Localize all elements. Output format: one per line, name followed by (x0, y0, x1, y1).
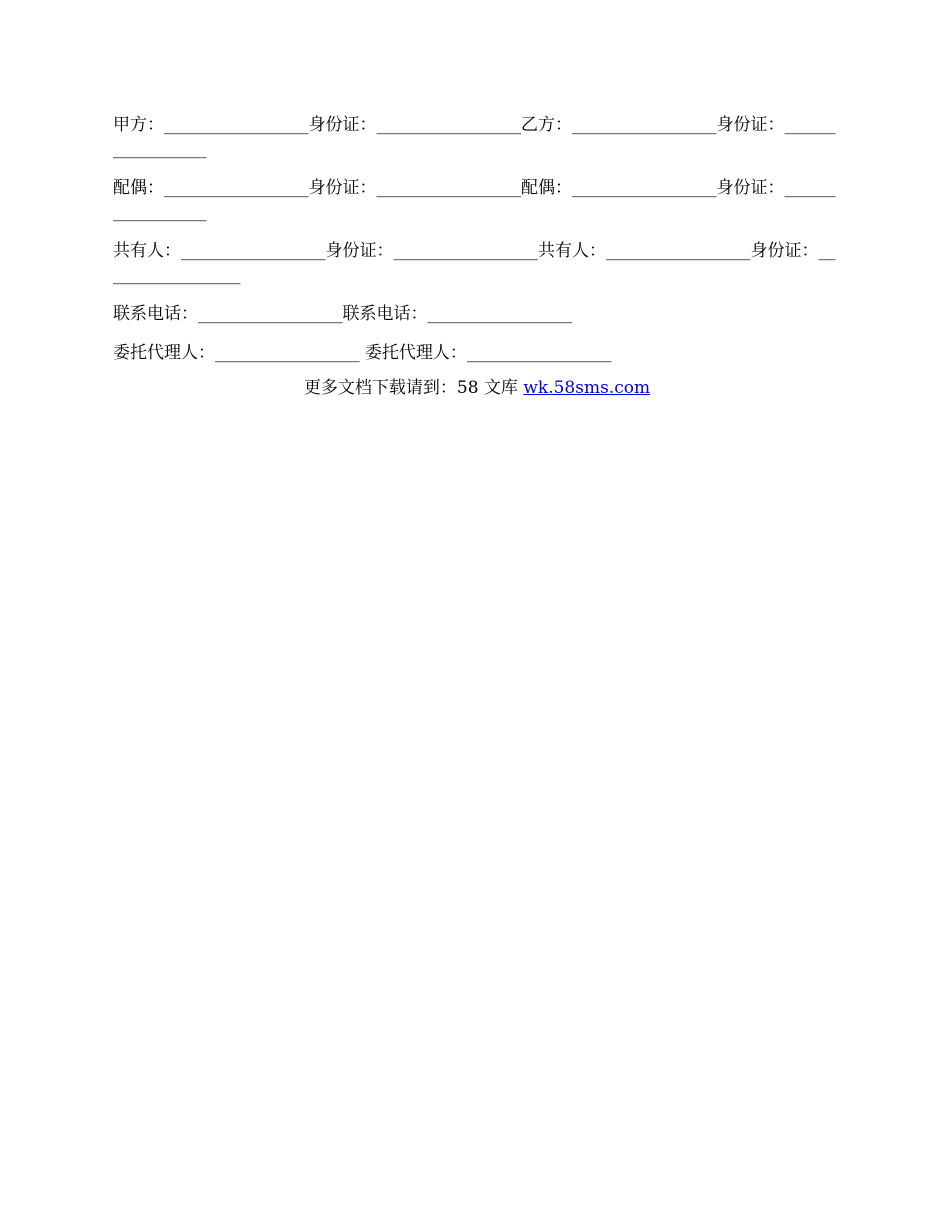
phone-line: 联系电话：_________________联系电话：_________________ (113, 304, 572, 324)
party-a-b-line: 甲方：_________________身份证：_________________乙方：_________________身份证：_________________ (113, 115, 836, 159)
footer-prefix: 更多文档下载请到：58 文库 (303, 378, 524, 398)
footer-note (113, 376, 841, 400)
co-owner-line: 共有人：_________________身份证：_________________共有人：_________________身份证：_________________ (113, 241, 836, 285)
footer-link[interactable]: wk.58sms.com (523, 378, 651, 398)
document-content (113, 113, 841, 400)
agent-line: 委托代理人：_________________ 委托代理人：_________________ (113, 343, 612, 363)
spouse-line: 配偶：_________________身份证：_________________配偶：_________________身份证：_________________ (113, 178, 836, 222)
